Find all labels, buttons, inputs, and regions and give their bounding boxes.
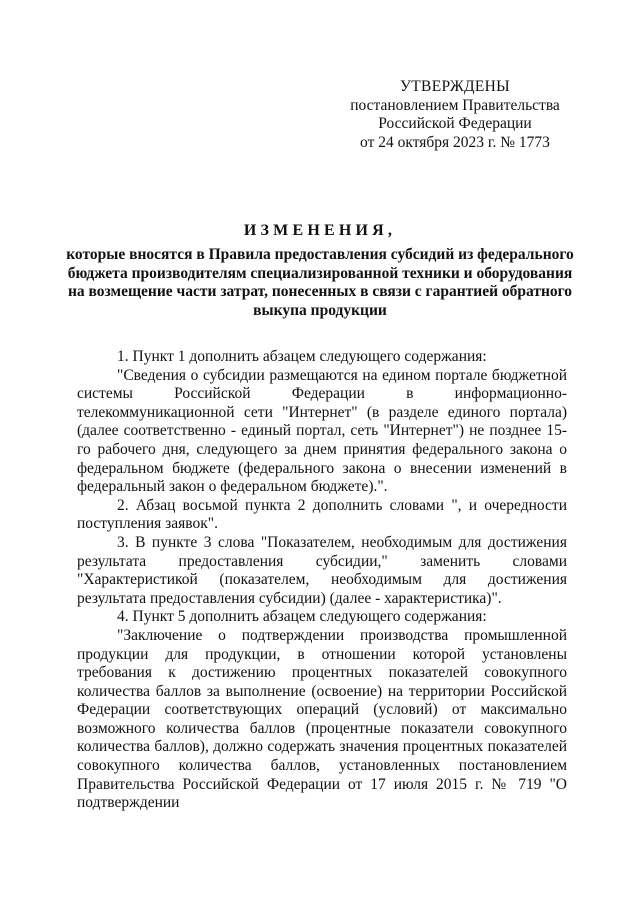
document-body <box>77 348 567 813</box>
document-subtitle: которые вносятся в Правила предоставления субсидий из федерального бюджета производителям специализированной техники и оборудования на возмещение части затрат, понесенных в связи с гарантией обратного выкупа продукции <box>66 246 574 319</box>
approval-line-decree: постановлением Правительства <box>350 96 560 114</box>
paragraph-item-3: 3. В пункте 3 слова "Показателем, необходимым для достижения результата предоставления субсидии," заменить словами "Характеристикой (показателем, необходимым для достижения результата предоставления субсидии) (далее - характеристика)". <box>77 533 567 607</box>
approval-line-date: от 24 октября 2023 г. № 1773 <box>360 133 550 151</box>
paragraph-item-1: 1. Пункт 1 дополнить абзацем следующего содержания: <box>117 348 487 365</box>
approval-line-government: Российской Федерации <box>378 115 532 132</box>
document-title: ИЗМЕНЕНИЯ, <box>243 222 397 239</box>
paragraph-item-2: 2. Абзац восьмой пункта 2 дополнить словами ", и очередности поступления заявок". <box>77 496 567 533</box>
paragraph-item-4-text: "Заключение о подтверждении производства промышленной продукции для продукции, в отношении которой установлены требования к достижению процентных показателей совокупного количества баллов за выполнение (освоение) на территории Российской Федерации соответствующих операций (условий) от максимально возможного количества баллов (процентные показатели совокупного количества баллов), должно содержать значения процентных показателей совокупного количества баллов, установленных постановлением Правительства Российской Федерации от 17 июля 2015 г. № 719 "О подтверждении <box>77 626 567 812</box>
approval-title: УТВЕРЖДЕНЫ <box>400 78 510 95</box>
paragraph-item-4: 4. Пункт 5 дополнить абзацем следующего содержания: <box>117 608 487 626</box>
approval-stamp <box>300 78 610 152</box>
paragraph-item-1-text: "Сведения о субсидии размещаются на едином портале бюджетной системы Российской Федерации в информационно-телекоммуникационной сети "Интернет" (в разделе единого портала) (далее соответственно - единый портал, сеть "Интернет") не позднее 15-го рабочего дня, следующего за днем принятия федерального закона о федеральном бюджете (федерального закона о внесении изменений в федеральный закон о федеральном бюджете).". <box>77 366 567 496</box>
